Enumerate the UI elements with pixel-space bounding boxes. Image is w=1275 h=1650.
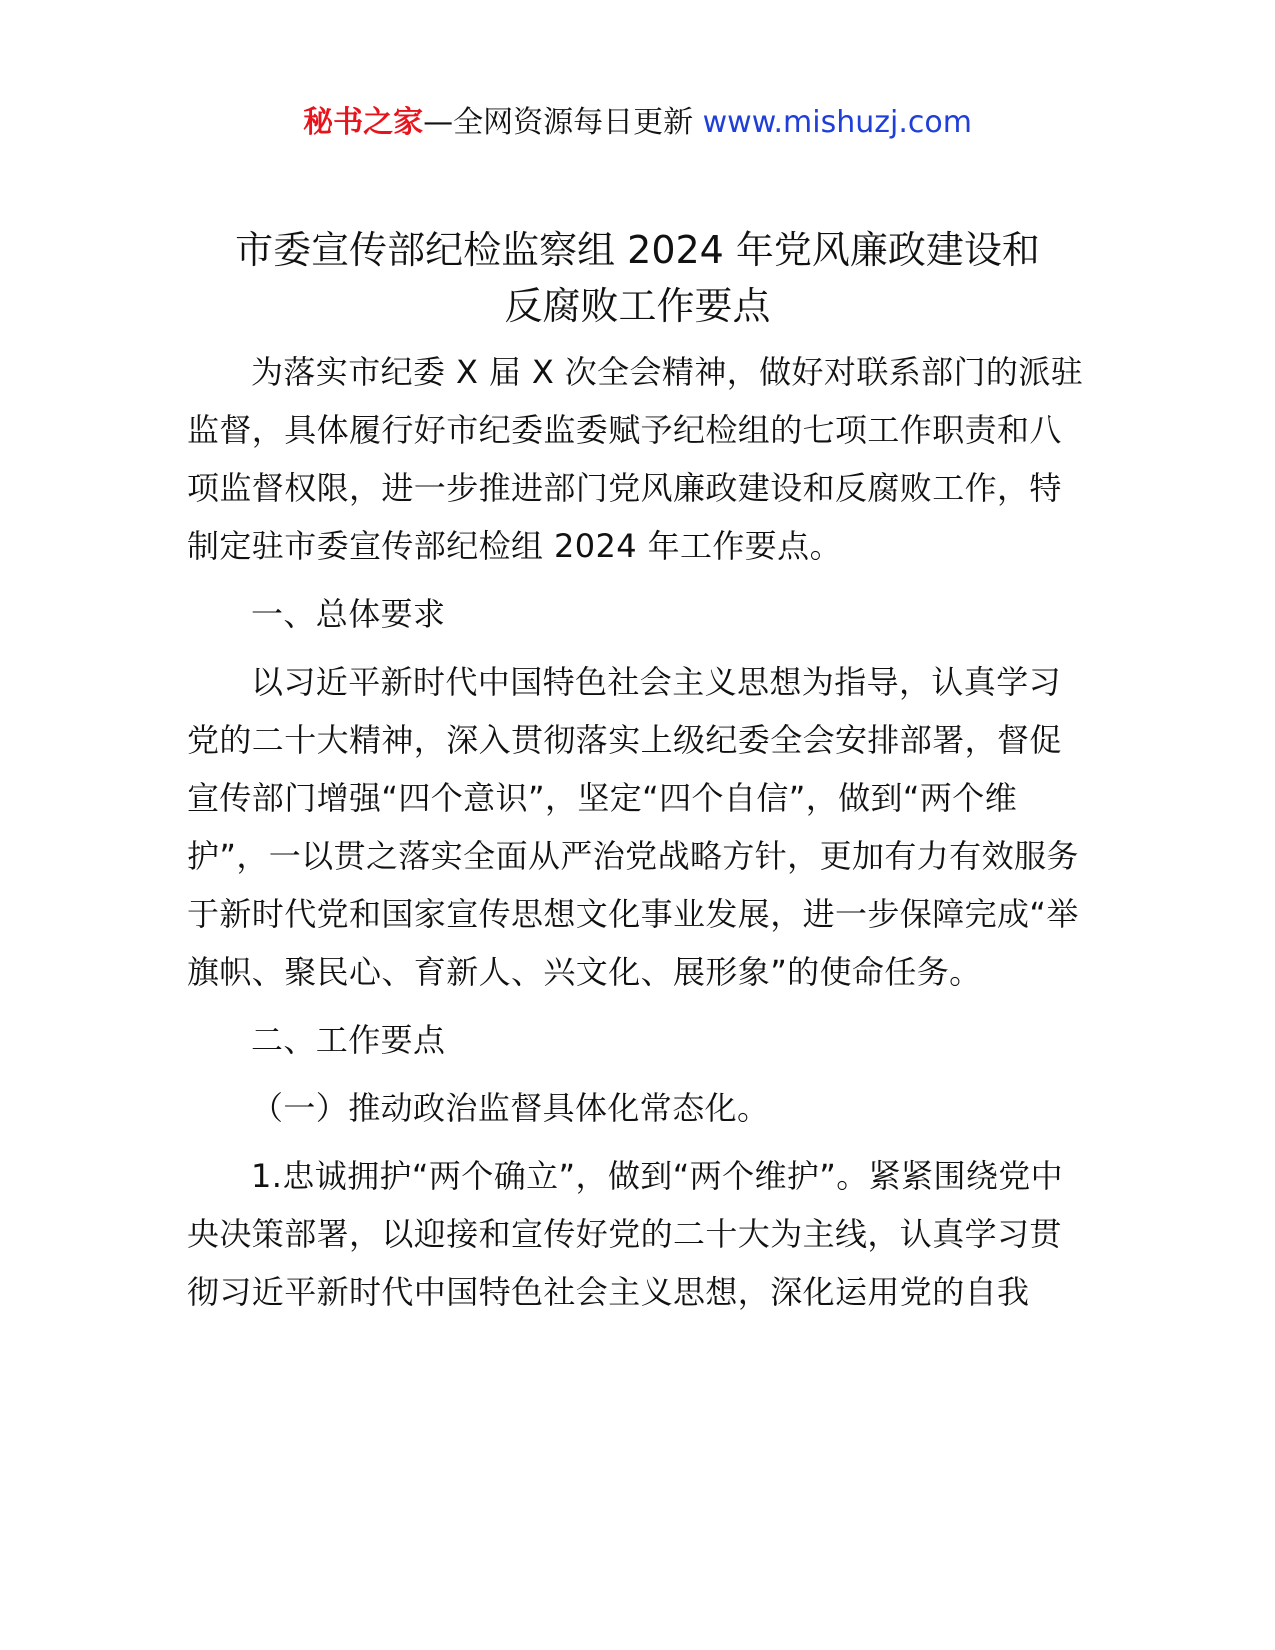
- site-url-link[interactable]: www.mishuzj.com: [702, 105, 972, 140]
- site-header: [0, 100, 1275, 146]
- section-2-heading: 二、工作要点: [251, 1021, 446, 1059]
- document-body: [187, 343, 1087, 1321]
- section-1-paragraph: 以习近平新时代中国特色社会主义思想为指导，认真学习党的二十大精神，深入贯彻落实上级纪委全会安排部署，督促宣传部门增强“四个意识”，坚定“四个自信”，做到“两个维护”，一以贯之落实全面从严治党战略方针，更加有力有效服务于新时代党和国家宣传思想文化事业发展，进一步保障完成“举旗帜、聚民心、育新人、兴文化、展形象”的使命任务。: [187, 663, 1079, 991]
- title-line-2: 反腐败工作要点: [504, 284, 771, 328]
- intro-paragraph: 为落实市纪委 X 届 X 次全会精神，做好对联系部门的派驻监督，具体履行好市纪委监委赋予纪检组的七项工作职责和八项监督权限，进一步推进部门党风廉政建设和反腐败工作，特制定驻市委宣传部纪检组 2024 年工作要点。: [187, 353, 1084, 565]
- subsection-1-heading: （一）推动政治监督具体化常态化。: [251, 1089, 770, 1127]
- document-title: [150, 222, 1125, 334]
- title-line-1: 市委宣传部纪检监察组 2024 年党风廉政建设和: [235, 228, 1040, 272]
- brand-name: 秘书之家: [303, 105, 424, 140]
- header-tagline: —全网资源每日更新: [423, 105, 703, 140]
- section-1-heading: 一、总体要求: [251, 595, 446, 633]
- item-1-paragraph: 1.忠诚拥护“两个确立”，做到“两个维护”。紧紧围绕党中央决策部署，以迎接和宣传好党的二十大为主线，认真学习贯彻习近平新时代中国特色社会主义思想，深化运用党的自我: [187, 1157, 1064, 1311]
